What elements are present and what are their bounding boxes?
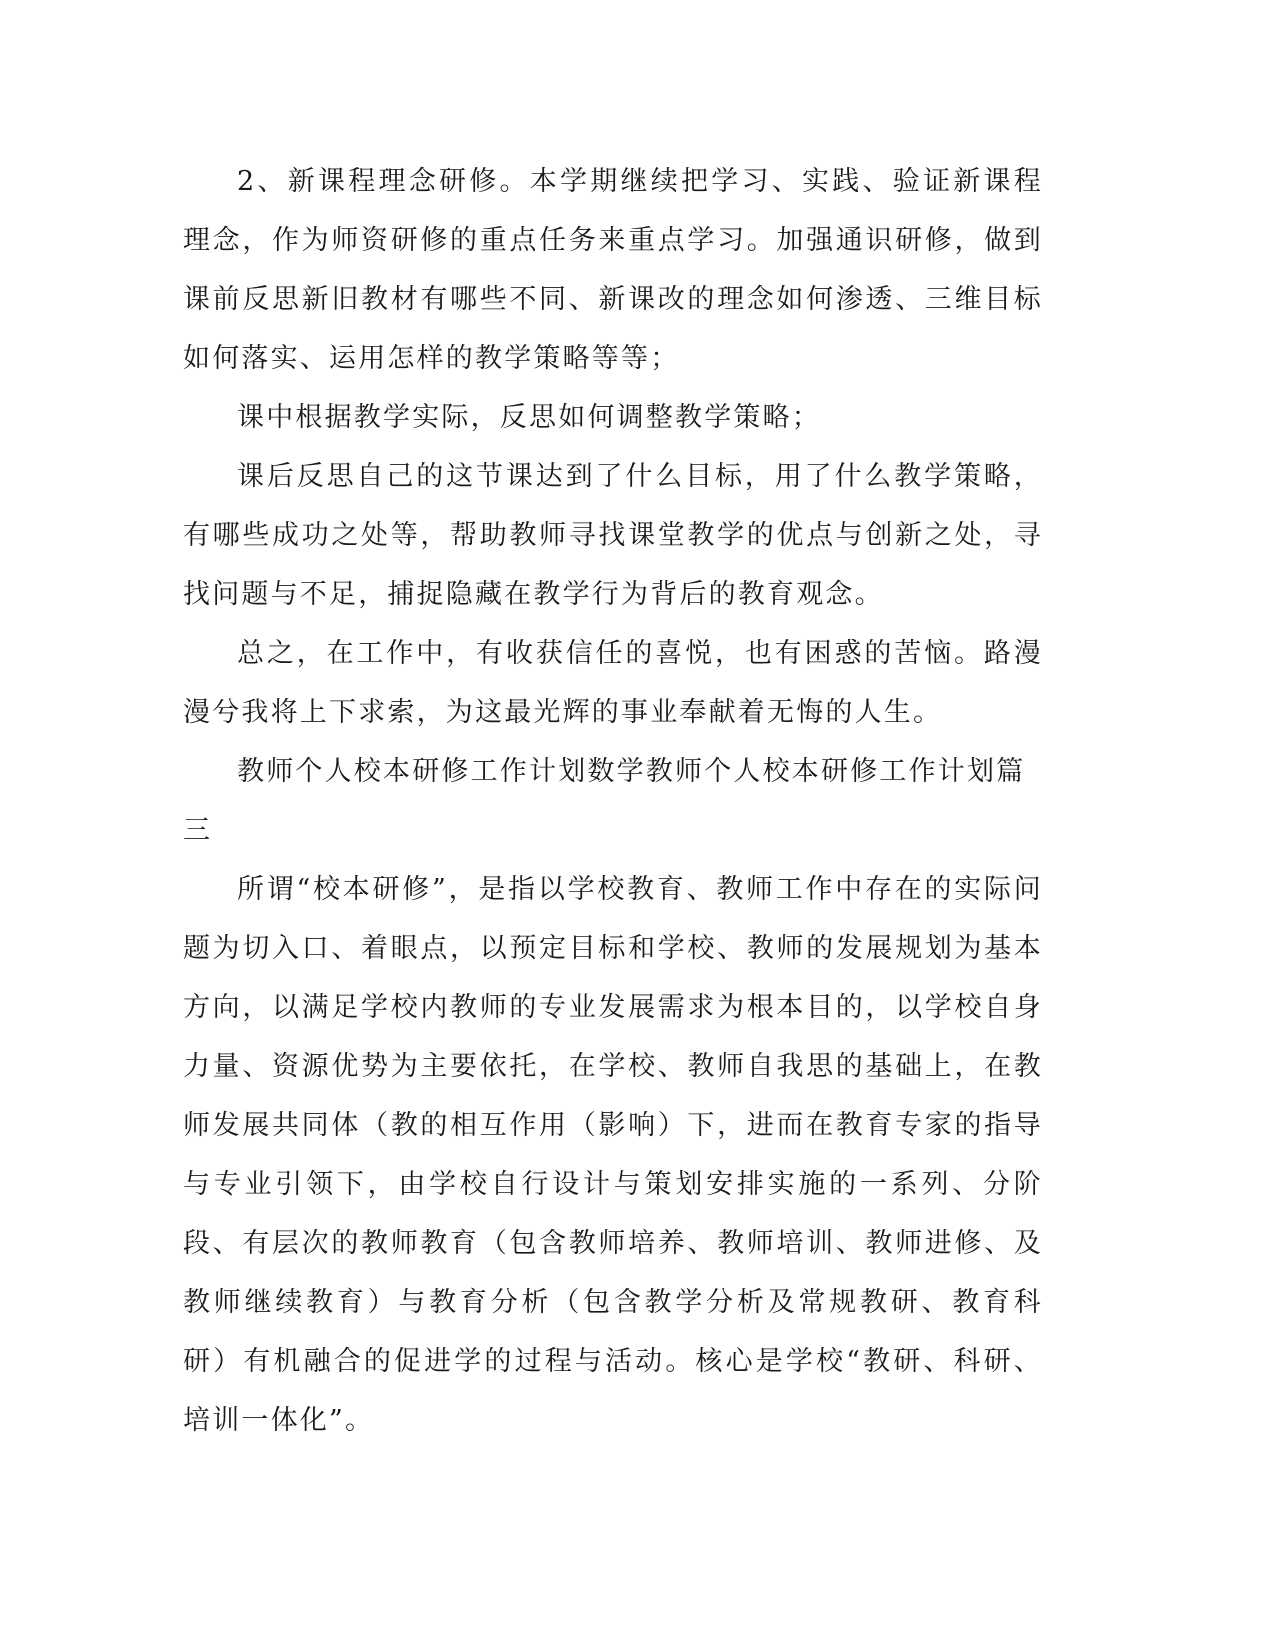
paragraph-after-class: 课后反思自己的这节课达到了什么目标，用了什么教学策略，有哪些成功之处等，帮助教师寻找课堂教学的优点与创新之处，寻找问题与不足，捕捉隐藏在教学行为背后的教育观念。 bbox=[183, 461, 1043, 610]
document-body bbox=[183, 152, 1043, 1450]
paragraph-school-based-training: 所谓“校本研修”，是指以学校教育、教师工作中存在的实际问题为切入口、着眼点，以预定目标和学校、教师的发展规划为基本方向，以满足学校内教师的专业发展需求为根本目的，以学校自身力量、资源优势为主要依托，在学校、教师自我思的基础上，在教师发展共同体（教的相互作用（影响）下，进而在教育专家的指导与专业引领下，由学校自行设计与策划安排实施的一系列、分阶段、有层次的教师教育（包含教师培养、教师培训、教师进修、及教师继续教育）与教育分析（包含教学分析及常规教研、教育科研）有机融合的促进学的过程与活动。核心是学校“教研、科研、培训一体化”。 bbox=[183, 874, 1043, 1436]
section-heading: 教师个人校本研修工作计划数学教师个人校本研修工作计划篇三 bbox=[183, 756, 1026, 846]
paragraph-in-class: 课中根据教学实际，反思如何调整教学策略； bbox=[237, 402, 821, 433]
paragraph-conclusion: 总之，在工作中，有收获信任的喜悦，也有困惑的苦恼。路漫漫兮我将上下求索，为这最光辉的事业奉献着无悔的人生。 bbox=[183, 638, 1043, 728]
paragraph-new-curriculum: 2、新课程理念研修。本学期继续把学习、实践、验证新课程理念，作为师资研修的重点任务来重点学习。加强通识研修，做到课前反思新旧教材有哪些不同、新课改的理念如何渗透、三维目标如何落实、运用怎样的教学策略等等； bbox=[183, 166, 1043, 374]
